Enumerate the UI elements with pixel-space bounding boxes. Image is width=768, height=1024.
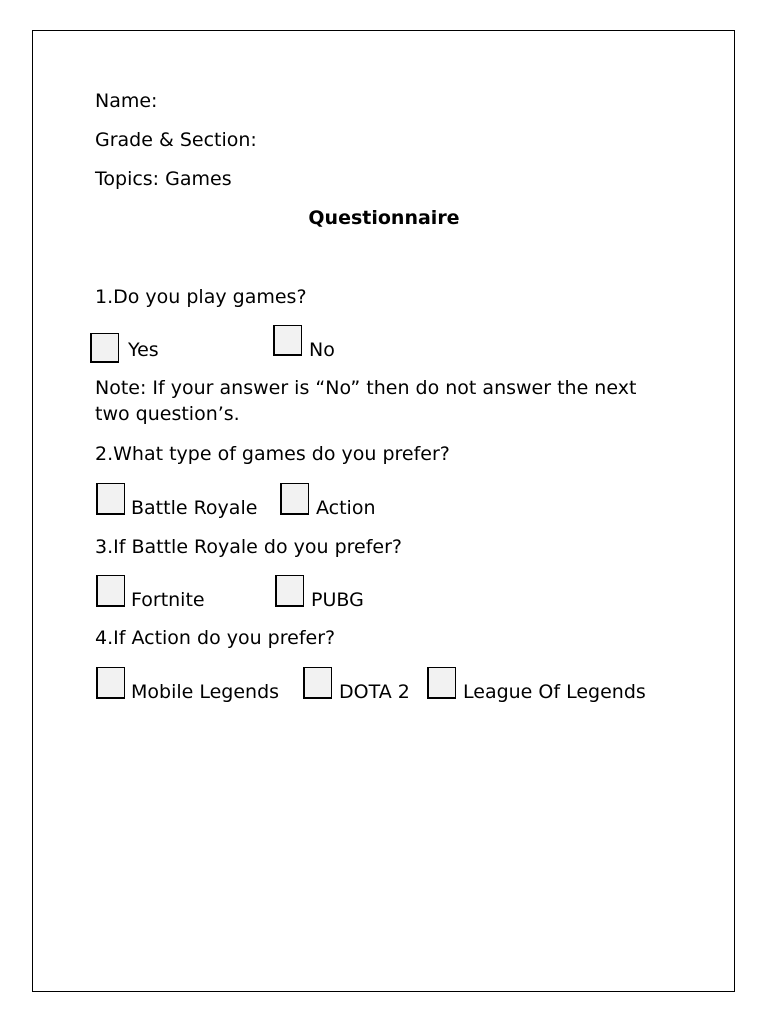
battle-royale-option-label: Battle Royale [131,497,258,519]
action-option-label: Action [316,497,376,519]
pubg-checkbox[interactable] [275,575,304,607]
mobile-legends-checkbox[interactable] [96,667,125,699]
pubg-option-label: PUBG [311,589,364,611]
fortnite-option-label: Fortnite [131,589,205,611]
question-4-text: 4.If Action do you prefer? [95,627,336,649]
name-label: Name: [95,90,158,112]
yes-checkbox[interactable] [90,333,119,363]
topics-label: Topics: Games [95,168,232,190]
league-of-legends-option-label: League Of Legends [463,681,646,703]
league-of-legends-checkbox[interactable] [427,667,456,699]
yes-option-label: Yes [128,339,159,361]
dota-2-option-label: DOTA 2 [339,681,410,703]
battle-royale-checkbox[interactable] [96,483,125,515]
grade-section-label: Grade & Section: [95,129,257,151]
mobile-legends-option-label: Mobile Legends [131,681,280,703]
no-checkbox[interactable] [273,325,302,356]
no-option-label: No [309,339,335,361]
note-text: Note: If your answer is “No” then do not answer the next two question’s. [95,377,637,425]
question-2-text: 2.What type of games do you prefer? [95,443,450,465]
question-3-text: 3.If Battle Royale do you prefer? [95,536,403,558]
action-checkbox[interactable] [280,483,309,515]
dota-2-checkbox[interactable] [303,667,332,699]
question-1-text: 1.Do you play games? [95,286,307,308]
page-title: Questionnaire [308,207,460,229]
fortnite-checkbox[interactable] [96,575,125,607]
